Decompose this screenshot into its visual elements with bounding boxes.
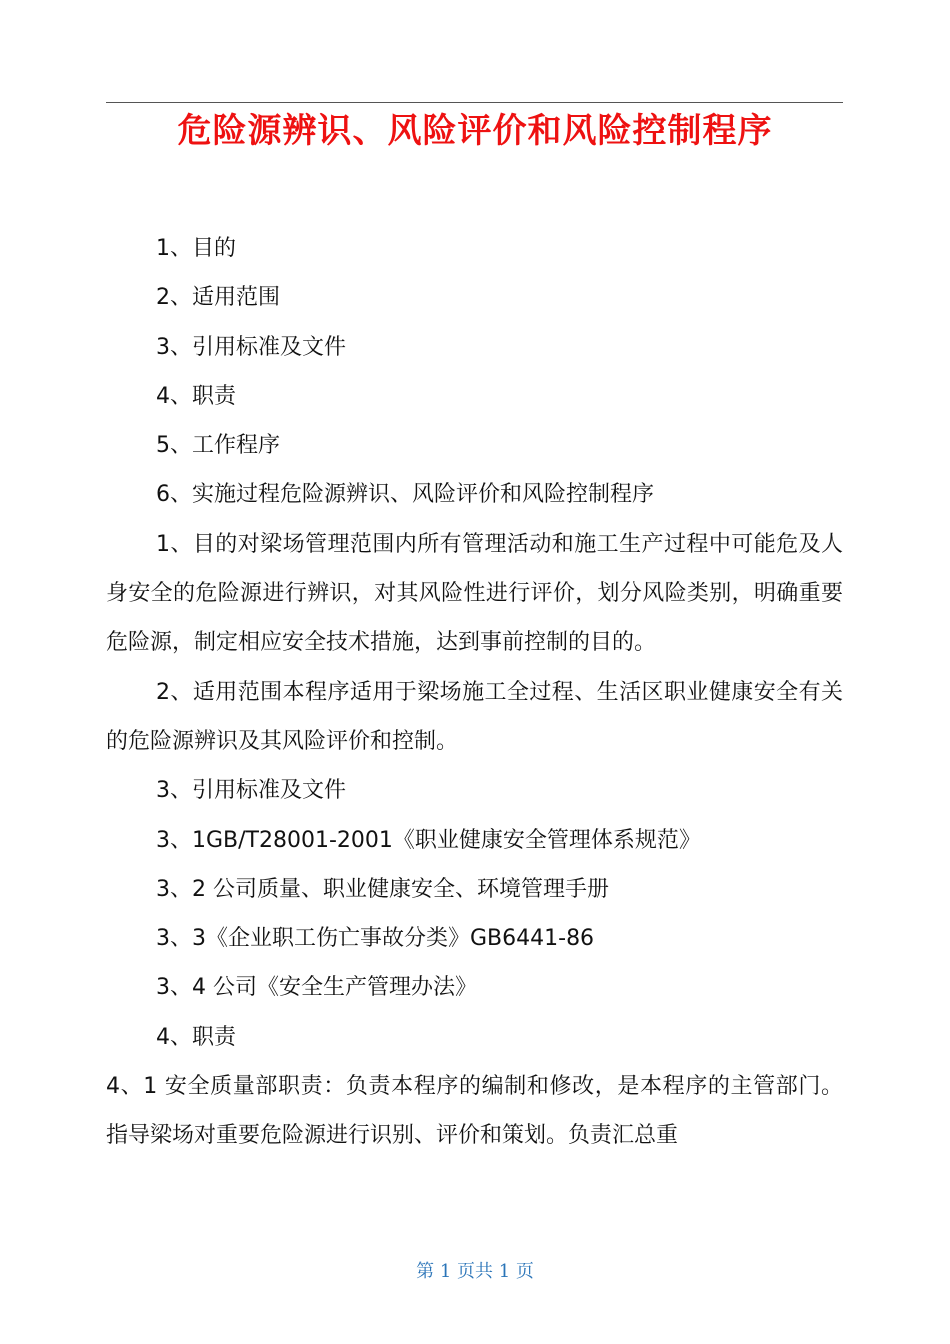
scope-paragraph: 2、适用范围本程序适用于梁场施工全过程、生活区职业健康安全有关的危险源辨识及其风险评价和控制。 — [106, 679, 843, 754]
document-body — [106, 224, 843, 1161]
toc-line-scope: 2、适用范围 — [156, 285, 280, 311]
page-number-footer: 第 1 页共 1 页 — [416, 1261, 534, 1282]
reference-item-3: 3、3《企业职工伤亡事故分类》GB6441-86 — [156, 926, 595, 952]
reference-item-1: 3、1GB/T28001-2001《职业健康安全管理体系规范》 — [156, 827, 701, 853]
reference-item-4: 3、4 公司《安全生产管理办法》 — [156, 975, 477, 1001]
responsibility-paragraph: 4、1 安全质量部职责：负责本程序的编制和修改，是本程序的主管部门。指导梁场对重要危险源进行识别、评价和策划。负责汇总重 — [106, 1074, 843, 1149]
toc-line-purpose: 1、目的 — [156, 236, 236, 261]
reference-item-2: 3、2 公司质量、职业健康安全、环境管理手册 — [156, 876, 609, 902]
toc-line-implementation: 6、实施过程危险源辨识、风险评价和风险控制程序 — [156, 482, 654, 508]
responsibilities-heading: 4、职责 — [156, 1024, 236, 1050]
header-rule — [106, 102, 843, 103]
toc-line-references: 3、引用标准及文件 — [156, 334, 346, 360]
purpose-paragraph: 1、目的对梁场管理范围内所有管理活动和施工生产过程中可能危及人身安全的危险源进行辨识，对其风险性进行评价，划分风险类别，明确重要危险源，制定相应安全技术措施，达到事前控制的目的。 — [106, 531, 843, 656]
toc-line-procedure: 5、工作程序 — [156, 433, 280, 459]
toc-line-responsibilities: 4、职责 — [156, 383, 236, 409]
references-heading: 3、引用标准及文件 — [156, 778, 346, 804]
document-title: 危险源辨识、风险评价和风险控制程序 — [177, 111, 773, 151]
